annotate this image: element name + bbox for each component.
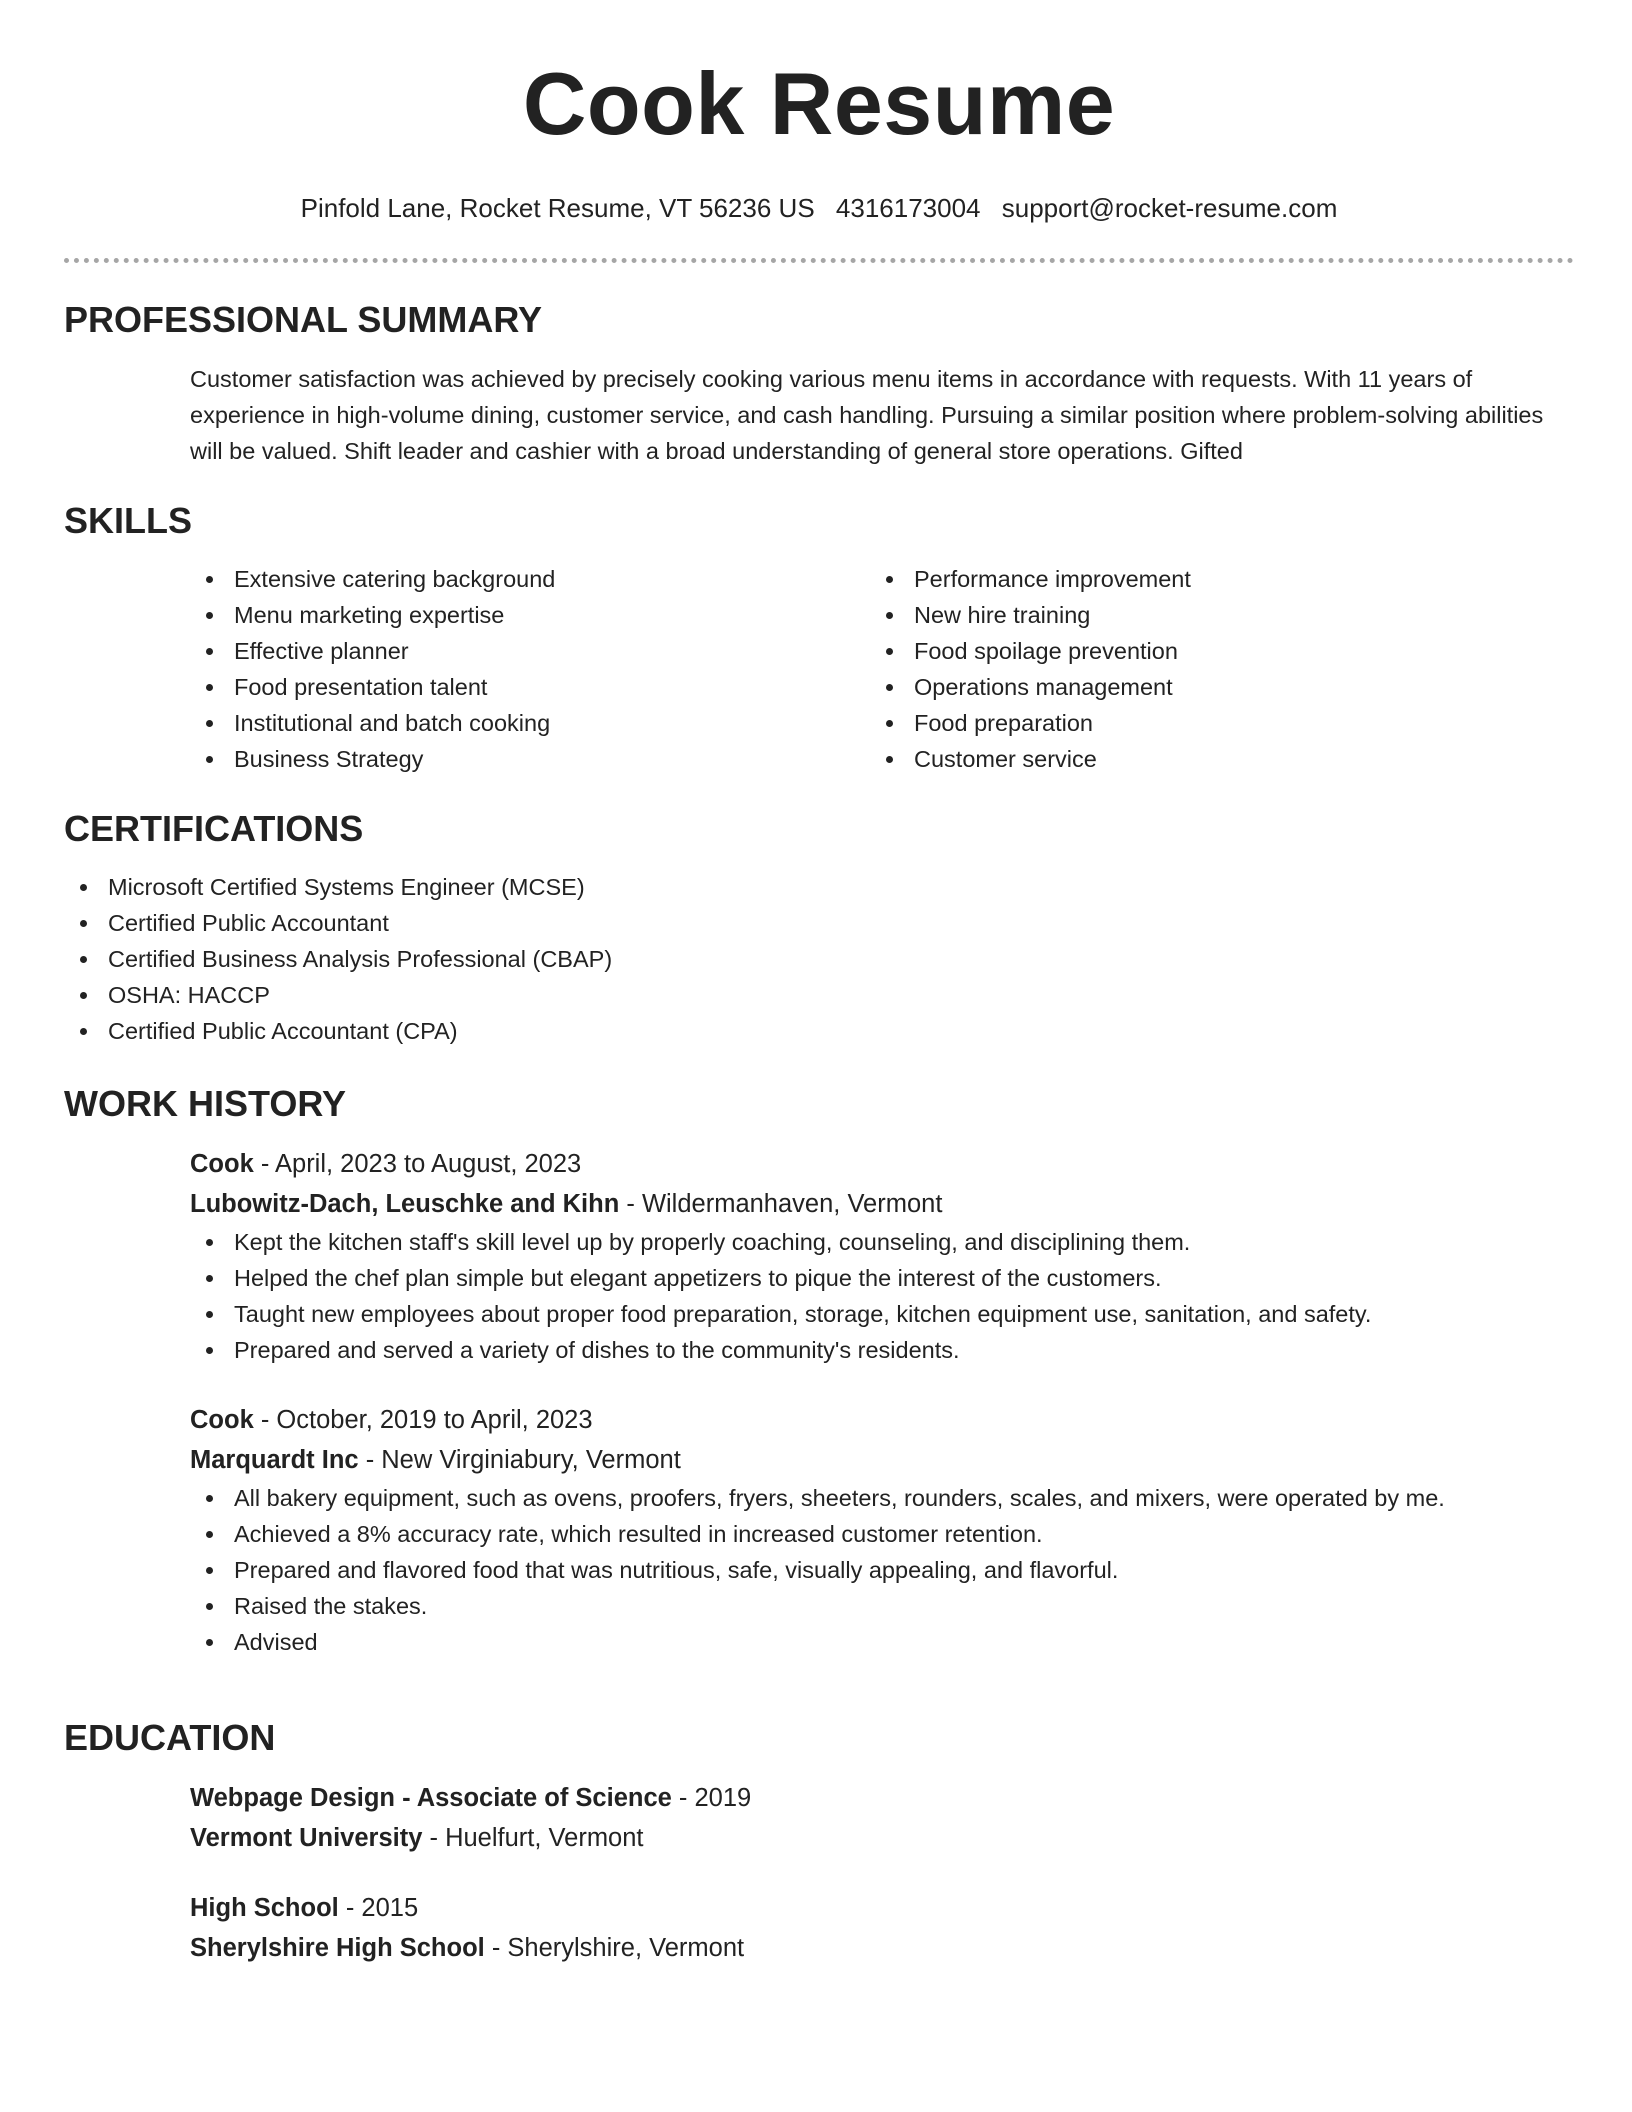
skills-heading: SKILLS — [64, 500, 193, 541]
skill-item: Extensive catering background — [190, 561, 870, 597]
skills-section — [64, 499, 1574, 777]
certification-item: Certified Public Accountant — [64, 905, 1574, 941]
education-location: - Huelfurt, Vermont — [422, 1824, 644, 1853]
job-role: Cook — [190, 1150, 254, 1179]
skill-item: Customer service — [870, 741, 1550, 777]
job-entry — [190, 1400, 1574, 1660]
skill-item: Business Strategy — [190, 741, 870, 777]
skills-column-right — [870, 561, 1550, 777]
education-heading: EDUCATION — [64, 1717, 276, 1758]
skills-column-left — [190, 561, 870, 777]
contact-address: Pinfold Lane, Rocket Resume, VT 56236 US — [300, 192, 815, 223]
job-company-line — [190, 1440, 1574, 1480]
contact-email: support@rocket-resume.com — [1001, 192, 1338, 223]
job-bullet: Advised — [190, 1624, 1574, 1660]
job-company: Lubowitz-Dach, Leuschke and Kihn — [190, 1190, 620, 1219]
skill-item: Food preparation — [870, 705, 1550, 741]
education-year: - 2019 — [671, 1784, 752, 1813]
education-school-line — [190, 1818, 1574, 1858]
job-bullets — [64, 1224, 1574, 1368]
certification-item: OSHA: HACCP — [64, 977, 1574, 1013]
skill-item: Food presentation talent — [190, 669, 870, 705]
job-bullet: Achieved a 8% accuracy rate, which resulted in increased customer retention. — [190, 1516, 1574, 1552]
job-dates: - October, 2019 to April, 2023 — [253, 1406, 593, 1435]
skill-item: Food spoilage prevention — [870, 633, 1550, 669]
skill-item: Effective planner — [190, 633, 870, 669]
certifications-section — [64, 807, 1574, 1049]
contact-phone: 4316173004 — [835, 192, 981, 223]
job-bullet: Kept the kitchen staff's skill level up by properly coaching, counseling, and disciplining them. — [190, 1224, 1574, 1260]
certification-item: Certified Public Accountant (CPA) — [64, 1013, 1574, 1049]
job-location: - New Virginiabury, Vermont — [358, 1446, 681, 1475]
job-location: - Wildermanhaven, Vermont — [619, 1190, 943, 1219]
skills-grid — [190, 561, 1574, 777]
job-bullet: Prepared and served a variety of dishes to the community's residents. — [190, 1332, 1574, 1368]
education-location: - Sherylshire, Vermont — [484, 1934, 745, 1963]
certifications-list — [64, 869, 1574, 1049]
contact-line — [64, 193, 1574, 224]
summary-heading: PROFESSIONAL SUMMARY — [64, 299, 543, 340]
education-degree-line — [190, 1888, 1574, 1928]
job-role: Cook — [190, 1406, 254, 1435]
job-dates: - April, 2023 to August, 2023 — [253, 1150, 582, 1179]
work-history-heading: WORK HISTORY — [64, 1083, 347, 1124]
education-degree: High School — [190, 1894, 339, 1923]
job-bullet: Helped the chef plan simple but elegant appetizers to pique the interest of the customers. — [190, 1260, 1574, 1296]
skill-item: Performance improvement — [870, 561, 1550, 597]
education-degree: Webpage Design - Associate of Science — [190, 1784, 672, 1813]
certification-item: Certified Business Analysis Professional (CBAP) — [64, 941, 1574, 977]
skill-item: Operations management — [870, 669, 1550, 705]
resume-name: Cook Resume — [522, 54, 1116, 153]
certifications-heading: CERTIFICATIONS — [64, 808, 364, 849]
job-bullet: Taught new employees about proper food preparation, storage, kitchen equipment use, sanitation, and safety. — [190, 1296, 1574, 1332]
summary-text: Customer satisfaction was achieved by precisely cooking various menu items in accordance with requests. With 11 years of experience in high-volume dining, customer service, and cash handling. Pursuing a similar position where problem-solving abilities will be valued. Shift leader and cashier with a broad understanding of general store operations. Gifted — [190, 366, 1544, 465]
education-school: Sherylshire High School — [190, 1934, 485, 1963]
education-school: Vermont University — [190, 1824, 423, 1853]
job-entry — [190, 1144, 1574, 1368]
skill-item: Menu marketing expertise — [190, 597, 870, 633]
resume-page — [64, 0, 1574, 1963]
education-year: - 2015 — [338, 1894, 419, 1923]
education-entry — [190, 1778, 1574, 1858]
job-company: Marquardt Inc — [190, 1446, 359, 1475]
certification-item: Microsoft Certified Systems Engineer (MCSE) — [64, 869, 1574, 905]
education-school-line — [190, 1928, 1574, 1968]
job-bullets — [64, 1480, 1574, 1660]
skill-item: New hire training — [870, 597, 1550, 633]
job-bullet: Raised the stakes. — [190, 1588, 1574, 1624]
work-history-section — [64, 1082, 1574, 1660]
education-section — [64, 1716, 1574, 1968]
job-company-line — [190, 1184, 1574, 1224]
job-title-line — [190, 1144, 1574, 1184]
header-divider — [64, 258, 1574, 263]
education-degree-line — [190, 1778, 1574, 1818]
job-bullet: All bakery equipment, such as ovens, proofers, fryers, sheeters, rounders, scales, and mixers, were operated by me. — [190, 1480, 1574, 1516]
skill-item: Institutional and batch cooking — [190, 705, 870, 741]
education-entry — [190, 1888, 1574, 1968]
job-title-line — [190, 1400, 1574, 1440]
summary-section — [64, 298, 1574, 469]
job-bullet: Prepared and flavored food that was nutritious, safe, visually appealing, and flavorful. — [190, 1552, 1574, 1588]
